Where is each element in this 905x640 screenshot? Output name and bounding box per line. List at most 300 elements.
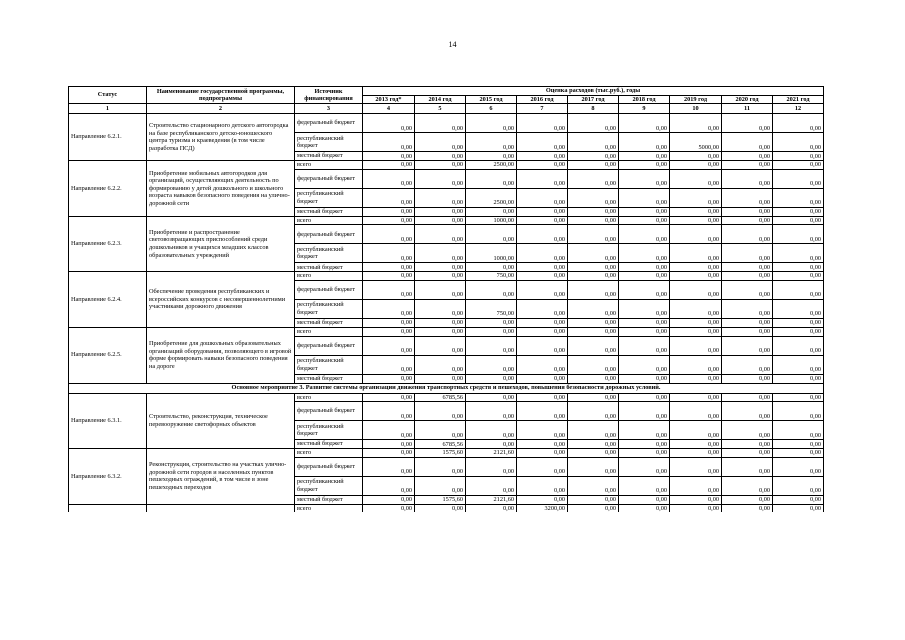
value-cell: 0,00 <box>568 318 619 327</box>
value-cell: 0,00 <box>568 272 619 281</box>
value-cell: 6785,56 <box>415 440 466 449</box>
row-source: местный бюджет <box>295 263 363 272</box>
value-cell: 0,00 <box>670 161 722 170</box>
value-cell: 0,00 <box>773 449 824 458</box>
value-cell: 0,00 <box>568 495 619 504</box>
table-row <box>69 504 824 512</box>
value-cell: 0,00 <box>619 161 670 170</box>
value-cell: 0,00 <box>466 225 517 244</box>
value-cell: 0,00 <box>568 280 619 299</box>
row-name: Приобретение мобильных автогородков для организаций, осуществляющих деятельность по формированию у детей дошкольного и школьного возраста навыков безопасного поведения на улично-дорожной сети <box>147 161 295 217</box>
value-cell: 0,00 <box>568 188 619 207</box>
column-number: 12 <box>773 104 824 114</box>
value-cell: 5000,00 <box>670 133 722 152</box>
value-cell: 0,00 <box>517 393 568 402</box>
value-cell: 0,00 <box>670 188 722 207</box>
value-cell: 0,00 <box>415 225 466 244</box>
value-cell: 0,00 <box>568 393 619 402</box>
value-cell: 0,00 <box>466 457 517 476</box>
budget-table <box>68 86 824 512</box>
value-cell: 0,00 <box>466 327 517 336</box>
value-cell: 0,00 <box>670 272 722 281</box>
column-number: 2 <box>147 104 295 114</box>
header-year: 2015 год <box>466 95 517 104</box>
value-cell: 0,00 <box>619 476 670 495</box>
value-cell: 0,00 <box>363 393 415 402</box>
value-cell: 0,00 <box>363 114 415 133</box>
header-year: 2020 год <box>722 95 773 104</box>
value-cell: 0,00 <box>363 318 415 327</box>
value-cell: 0,00 <box>722 114 773 133</box>
value-cell: 0,00 <box>619 152 670 161</box>
value-cell: 0,00 <box>619 440 670 449</box>
value-cell: 0,00 <box>619 272 670 281</box>
value-cell: 0,00 <box>670 402 722 421</box>
value-cell: 0,00 <box>363 476 415 495</box>
value-cell: 0,00 <box>517 263 568 272</box>
value-cell: 0,00 <box>722 336 773 355</box>
value-cell: 0,00 <box>722 272 773 281</box>
value-cell: 0,00 <box>517 402 568 421</box>
column-number: 11 <box>722 104 773 114</box>
row-source: федеральный бюджет <box>295 336 363 355</box>
page-number: 14 <box>448 40 457 49</box>
row-name: Строительство, реконструкция, техническое перевооружение светофорных объектов <box>147 393 295 449</box>
value-cell: 0,00 <box>415 263 466 272</box>
value-cell: 0,00 <box>568 374 619 383</box>
value-cell: 0,00 <box>415 152 466 161</box>
value-cell: 0,00 <box>517 280 568 299</box>
value-cell: 0,00 <box>773 169 824 188</box>
value-cell: 0,00 <box>568 114 619 133</box>
column-number: 9 <box>619 104 670 114</box>
value-cell: 0,00 <box>415 188 466 207</box>
value-cell: 0,00 <box>363 169 415 188</box>
value-cell: 0,00 <box>363 327 415 336</box>
row-source: всего <box>295 327 363 336</box>
value-cell: 0,00 <box>619 402 670 421</box>
value-cell: 750,00 <box>466 272 517 281</box>
value-cell: 0,00 <box>773 207 824 216</box>
value-cell: 0,00 <box>722 133 773 152</box>
value-cell: 0,00 <box>619 299 670 318</box>
value-cell: 0,00 <box>568 263 619 272</box>
value-cell: 0,00 <box>466 114 517 133</box>
value-cell: 0,00 <box>619 207 670 216</box>
value-cell: 0,00 <box>722 504 773 512</box>
value-cell: 0,00 <box>363 457 415 476</box>
value-cell: 0,00 <box>722 495 773 504</box>
row-source: республиканский бюджет <box>295 188 363 207</box>
row-status: Направление 6.2.1. <box>69 114 147 161</box>
value-cell: 0,00 <box>568 169 619 188</box>
row-name: Приобретение для дошкольных образовательных организаций оборудования, позволяющего в игровой форме формировать навыки безопасного поведения на дороге <box>147 327 295 383</box>
row-source: федеральный бюджет <box>295 457 363 476</box>
row-status: Направление 6.3.1. <box>69 393 147 449</box>
row-source: республиканский бюджет <box>295 476 363 495</box>
value-cell: 0,00 <box>568 449 619 458</box>
value-cell: 0,00 <box>619 504 670 512</box>
value-cell: 0,00 <box>670 421 722 440</box>
table-row <box>69 161 824 170</box>
value-cell: 0,00 <box>670 336 722 355</box>
table-row <box>69 216 824 225</box>
header-year: 2013 год* <box>363 95 415 104</box>
value-cell: 0,00 <box>722 169 773 188</box>
value-cell: 0,00 <box>466 355 517 374</box>
table-row <box>69 449 824 458</box>
value-cell: 0,00 <box>568 336 619 355</box>
value-cell: 0,00 <box>466 133 517 152</box>
value-cell: 0,00 <box>568 161 619 170</box>
row-name: Приобретение и распространение световозвращающих приспособлений среди дошкольников и учащихся младших классов образовательных учреждений <box>147 216 295 272</box>
value-cell: 0,00 <box>568 207 619 216</box>
value-cell: 0,00 <box>722 216 773 225</box>
header-status: Статус <box>69 87 147 104</box>
value-cell: 0,00 <box>415 355 466 374</box>
value-cell: 0,00 <box>466 207 517 216</box>
value-cell: 0,00 <box>517 225 568 244</box>
row-source: федеральный бюджет <box>295 280 363 299</box>
column-number: 1 <box>69 104 147 114</box>
value-cell: 0,00 <box>773 318 824 327</box>
header-year: 2021 год <box>773 95 824 104</box>
value-cell: 0,00 <box>722 188 773 207</box>
value-cell: 0,00 <box>415 476 466 495</box>
value-cell: 0,00 <box>670 449 722 458</box>
value-cell: 0,00 <box>619 421 670 440</box>
header-year: 2019 год <box>670 95 722 104</box>
value-cell: 0,00 <box>670 152 722 161</box>
value-cell: 0,00 <box>517 299 568 318</box>
row-source: всего <box>295 504 363 512</box>
value-cell: 0,00 <box>773 495 824 504</box>
value-cell: 0,00 <box>466 169 517 188</box>
value-cell: 0,00 <box>773 216 824 225</box>
value-cell: 0,00 <box>773 336 824 355</box>
value-cell: 0,00 <box>517 374 568 383</box>
row-source: местный бюджет <box>295 374 363 383</box>
row-status <box>69 504 147 512</box>
value-cell: 0,00 <box>415 457 466 476</box>
value-cell: 0,00 <box>773 504 824 512</box>
value-cell: 0,00 <box>517 449 568 458</box>
value-cell: 0,00 <box>363 225 415 244</box>
value-cell: 0,00 <box>517 272 568 281</box>
table-row <box>69 272 824 281</box>
value-cell: 0,00 <box>722 318 773 327</box>
value-cell: 0,00 <box>619 327 670 336</box>
header-year: 2016 год <box>517 95 568 104</box>
row-name: Обеспечение проведения республиканских и всероссийских конкурсов с несовершеннолетними участниками дорожного движения <box>147 272 295 328</box>
column-number: 5 <box>415 104 466 114</box>
value-cell: 0,00 <box>619 457 670 476</box>
value-cell: 0,00 <box>670 225 722 244</box>
value-cell: 0,00 <box>619 318 670 327</box>
value-cell: 0,00 <box>670 457 722 476</box>
value-cell: 0,00 <box>363 402 415 421</box>
value-cell: 0,00 <box>773 327 824 336</box>
row-source: республиканский бюджет <box>295 421 363 440</box>
value-cell: 0,00 <box>517 336 568 355</box>
row-source: всего <box>295 161 363 170</box>
value-cell: 0,00 <box>517 114 568 133</box>
value-cell: 2121,60 <box>466 449 517 458</box>
row-source: всего <box>295 449 363 458</box>
value-cell: 0,00 <box>517 476 568 495</box>
value-cell: 0,00 <box>466 504 517 512</box>
value-cell: 2500,00 <box>466 161 517 170</box>
value-cell: 0,00 <box>415 114 466 133</box>
row-name: Строительство стационарного детского автогородка на базе республиканского детско-юношеского центра туризма и краеведения (в том числе разработка ПСД) <box>147 114 295 161</box>
value-cell: 0,00 <box>415 318 466 327</box>
row-source: федеральный бюджет <box>295 114 363 133</box>
value-cell: 0,00 <box>517 327 568 336</box>
row-source: местный бюджет <box>295 207 363 216</box>
value-cell: 0,00 <box>568 457 619 476</box>
value-cell: 0,00 <box>415 272 466 281</box>
column-number: 3 <box>295 104 363 114</box>
value-cell: 0,00 <box>415 280 466 299</box>
value-cell: 0,00 <box>670 207 722 216</box>
value-cell: 0,00 <box>363 161 415 170</box>
value-cell: 0,00 <box>722 457 773 476</box>
table-row <box>69 393 824 402</box>
value-cell: 0,00 <box>517 207 568 216</box>
value-cell: 0,00 <box>773 457 824 476</box>
value-cell: 0,00 <box>670 169 722 188</box>
value-cell: 0,00 <box>773 393 824 402</box>
value-cell: 0,00 <box>363 280 415 299</box>
value-cell: 0,00 <box>773 225 824 244</box>
value-cell: 0,00 <box>722 263 773 272</box>
row-status: Направление 6.2.2. <box>69 161 147 217</box>
value-cell: 0,00 <box>670 504 722 512</box>
value-cell: 0,00 <box>722 476 773 495</box>
row-source: всего <box>295 216 363 225</box>
value-cell: 0,00 <box>517 421 568 440</box>
value-cell: 0,00 <box>415 402 466 421</box>
value-cell: 0,00 <box>670 355 722 374</box>
value-cell: 0,00 <box>363 133 415 152</box>
row-status: Направление 6.2.4. <box>69 272 147 328</box>
value-cell: 0,00 <box>722 299 773 318</box>
value-cell: 0,00 <box>619 355 670 374</box>
value-cell: 0,00 <box>517 457 568 476</box>
value-cell: 0,00 <box>670 318 722 327</box>
row-source: местный бюджет <box>295 495 363 504</box>
value-cell: 0,00 <box>773 133 824 152</box>
value-cell: 0,00 <box>619 263 670 272</box>
row-source: всего <box>295 272 363 281</box>
value-cell: 0,00 <box>363 216 415 225</box>
value-cell: 0,00 <box>773 280 824 299</box>
value-cell: 0,00 <box>619 449 670 458</box>
row-source: республиканский бюджет <box>295 244 363 263</box>
value-cell: 0,00 <box>363 449 415 458</box>
value-cell: 0,00 <box>670 393 722 402</box>
section-row <box>69 383 824 393</box>
value-cell: 0,00 <box>363 504 415 512</box>
value-cell: 0,00 <box>722 327 773 336</box>
value-cell: 0,00 <box>363 207 415 216</box>
value-cell: 0,00 <box>568 402 619 421</box>
row-source: республиканский бюджет <box>295 355 363 374</box>
value-cell: 0,00 <box>517 152 568 161</box>
header-name: Наименование государственной программы, подпрограммы <box>147 87 295 104</box>
value-cell: 0,00 <box>415 169 466 188</box>
value-cell: 2500,00 <box>466 188 517 207</box>
value-cell: 0,00 <box>773 114 824 133</box>
section-title: Основное мероприятие 3. Развитие системы организации движения транспортных средств и пешеходов, повышения безопасности дорожных условий. <box>69 383 824 393</box>
value-cell: 0,00 <box>773 188 824 207</box>
header-year: 2018 год <box>619 95 670 104</box>
value-cell: 0,00 <box>517 216 568 225</box>
value-cell: 0,00 <box>722 374 773 383</box>
value-cell: 0,00 <box>670 299 722 318</box>
column-number: 4 <box>363 104 415 114</box>
value-cell: 0,00 <box>773 402 824 421</box>
value-cell: 0,00 <box>568 244 619 263</box>
value-cell: 0,00 <box>773 263 824 272</box>
value-cell: 0,00 <box>773 476 824 495</box>
value-cell: 0,00 <box>773 374 824 383</box>
value-cell: 0,00 <box>568 355 619 374</box>
value-cell: 3200,00 <box>517 504 568 512</box>
value-cell: 0,00 <box>670 216 722 225</box>
value-cell: 0,00 <box>619 393 670 402</box>
value-cell: 0,00 <box>619 336 670 355</box>
value-cell: 0,00 <box>568 421 619 440</box>
value-cell: 0,00 <box>773 421 824 440</box>
value-cell: 1000,00 <box>466 216 517 225</box>
value-cell: 0,00 <box>670 495 722 504</box>
value-cell: 0,00 <box>517 495 568 504</box>
value-cell: 0,00 <box>415 374 466 383</box>
value-cell: 0,00 <box>568 299 619 318</box>
value-cell: 0,00 <box>466 336 517 355</box>
value-cell: 1000,00 <box>466 244 517 263</box>
value-cell: 0,00 <box>773 440 824 449</box>
value-cell: 0,00 <box>619 216 670 225</box>
value-cell: 0,00 <box>517 318 568 327</box>
value-cell: 0,00 <box>773 272 824 281</box>
value-cell: 1575,60 <box>415 449 466 458</box>
value-cell: 0,00 <box>568 133 619 152</box>
value-cell: 0,00 <box>517 188 568 207</box>
value-cell: 0,00 <box>517 355 568 374</box>
value-cell: 0,00 <box>415 133 466 152</box>
column-number: 10 <box>670 104 722 114</box>
value-cell: 0,00 <box>619 495 670 504</box>
value-cell: 0,00 <box>722 449 773 458</box>
value-cell: 0,00 <box>722 161 773 170</box>
row-source: местный бюджет <box>295 440 363 449</box>
value-cell: 0,00 <box>670 244 722 263</box>
value-cell: 0,00 <box>363 440 415 449</box>
value-cell: 0,00 <box>466 263 517 272</box>
value-cell: 0,00 <box>773 244 824 263</box>
value-cell: 0,00 <box>670 280 722 299</box>
header-year: 2014 год <box>415 95 466 104</box>
value-cell: 750,00 <box>466 299 517 318</box>
value-cell: 0,00 <box>619 114 670 133</box>
value-cell: 0,00 <box>670 476 722 495</box>
value-cell: 0,00 <box>415 161 466 170</box>
row-name: Реконструкция, строительство на участках улично-дорожной сети городов и населенных пунктов пешеходных ограждений, в том числе в зоне пешеходных переходов <box>147 449 295 505</box>
value-cell: 0,00 <box>568 216 619 225</box>
value-cell: 0,00 <box>670 263 722 272</box>
value-cell: 0,00 <box>722 152 773 161</box>
value-cell: 0,00 <box>722 207 773 216</box>
value-cell: 0,00 <box>363 495 415 504</box>
value-cell: 0,00 <box>363 188 415 207</box>
value-cell: 1575,60 <box>415 495 466 504</box>
value-cell: 0,00 <box>722 244 773 263</box>
value-cell: 0,00 <box>722 355 773 374</box>
row-source: местный бюджет <box>295 318 363 327</box>
value-cell: 0,00 <box>363 421 415 440</box>
row-status: Направление 6.2.3. <box>69 216 147 272</box>
column-number: 6 <box>466 104 517 114</box>
value-cell: 0,00 <box>773 161 824 170</box>
value-cell: 0,00 <box>670 374 722 383</box>
value-cell: 0,00 <box>363 263 415 272</box>
value-cell: 0,00 <box>415 244 466 263</box>
value-cell: 0,00 <box>568 152 619 161</box>
value-cell: 0,00 <box>619 280 670 299</box>
value-cell: 0,00 <box>619 169 670 188</box>
row-source: республиканский бюджет <box>295 299 363 318</box>
value-cell: 0,00 <box>568 225 619 244</box>
header-year: 2017 год <box>568 95 619 104</box>
value-cell: 0,00 <box>415 421 466 440</box>
row-status: Направление 6.3.2. <box>69 449 147 505</box>
value-cell: 0,00 <box>722 225 773 244</box>
value-cell: 0,00 <box>568 504 619 512</box>
value-cell: 0,00 <box>619 244 670 263</box>
value-cell: 0,00 <box>363 299 415 318</box>
value-cell: 0,00 <box>517 440 568 449</box>
row-source: федеральный бюджет <box>295 402 363 421</box>
value-cell: 0,00 <box>619 225 670 244</box>
value-cell: 0,00 <box>722 393 773 402</box>
value-cell: 0,00 <box>773 152 824 161</box>
column-number: 7 <box>517 104 568 114</box>
value-cell: 0,00 <box>415 207 466 216</box>
header-source: Источник финансирования <box>295 87 363 104</box>
value-cell: 0,00 <box>415 299 466 318</box>
row-source: федеральный бюджет <box>295 225 363 244</box>
value-cell: 0,00 <box>466 374 517 383</box>
value-cell: 0,00 <box>568 476 619 495</box>
value-cell: 0,00 <box>670 440 722 449</box>
value-cell: 0,00 <box>773 355 824 374</box>
table-row <box>69 327 824 336</box>
row-source: местный бюджет <box>295 152 363 161</box>
value-cell: 0,00 <box>517 133 568 152</box>
value-cell: 0,00 <box>517 161 568 170</box>
column-number: 8 <box>568 104 619 114</box>
value-cell: 0,00 <box>363 355 415 374</box>
value-cell: 0,00 <box>619 133 670 152</box>
row-name <box>147 504 295 512</box>
value-cell: 0,00 <box>415 327 466 336</box>
value-cell: 0,00 <box>568 327 619 336</box>
value-cell: 2121,60 <box>466 495 517 504</box>
value-cell: 0,00 <box>670 327 722 336</box>
value-cell: 0,00 <box>670 114 722 133</box>
